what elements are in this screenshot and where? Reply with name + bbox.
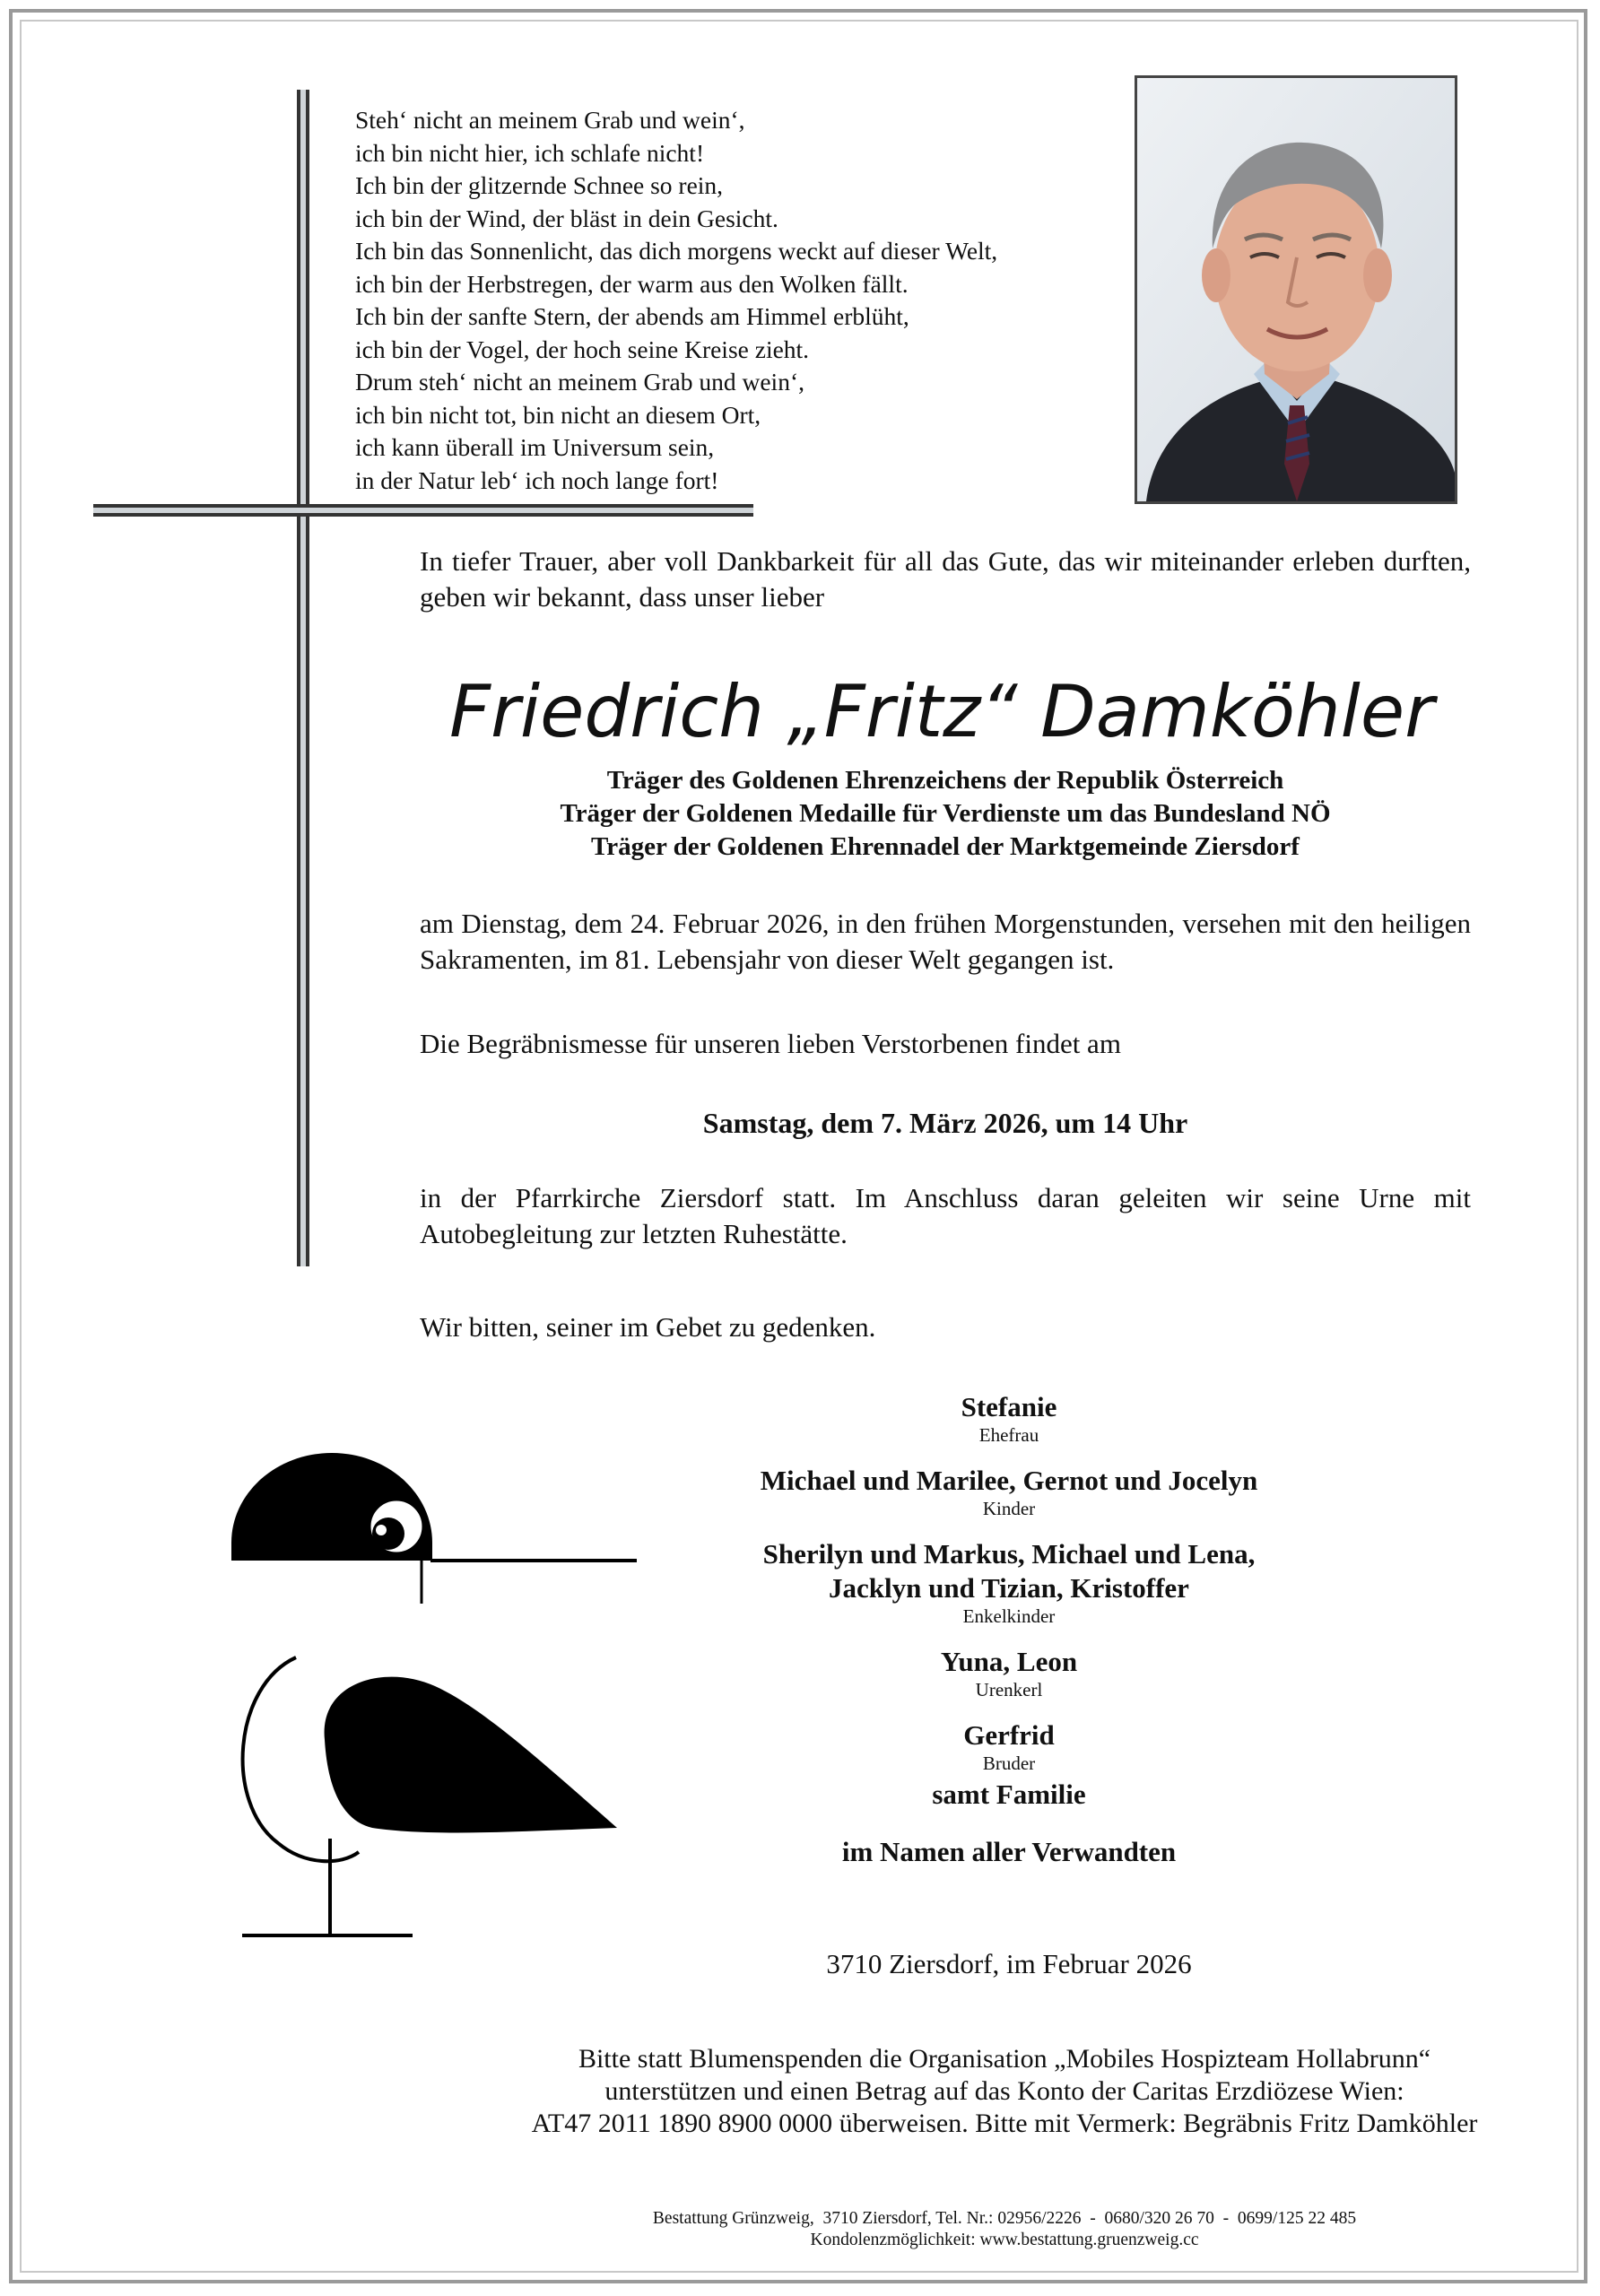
poem-line: Drum steh‘ nicht an meinem Grab und wein‘, <box>355 368 804 396</box>
honor-item: Träger der Goldenen Medaille für Verdienste um das Bundesland NÖ <box>560 799 1331 828</box>
mourner-relation: Bruder <box>982 1752 1036 1774</box>
donation-line: Bitte statt Blumenspenden die Organisation „Mobiles Hospizteam Hollabrunn“ <box>578 2044 1431 2074</box>
prayer-request: Wir bitten, seiner im Gebet zu gedenken. <box>420 1311 876 1343</box>
funeral-home-info <box>466 2208 1543 2251</box>
honor-item: Träger der Goldenen Ehrennadel der Marktgemeinde Ziersdorf <box>591 832 1300 861</box>
intro-text: In tiefer Trauer, aber voll Dankbarkeit für all das Gute, das wir miteinander erleben durften, geben wir bekannt, dass unser lieber <box>420 545 1471 613</box>
mourners-list <box>538 1390 1480 1869</box>
poem-line: Ich bin der glitzernde Schnee so rein, <box>355 171 724 199</box>
mourner-relation: Enkelkinder <box>962 1605 1056 1627</box>
mourner-name: Michael und Marilee, Gernot und Jocelyn <box>760 1465 1258 1496</box>
donation-line: AT47 2011 1890 8900 0000 überweisen. Bitte mit Vermerk: Begräbnis Fritz Damköhler <box>531 2109 1478 2138</box>
mourner-name: Yuna, Leon <box>940 1646 1078 1677</box>
donation-notice <box>377 2043 1600 2140</box>
funeral-home-contact: Bestattung Grünzweig, 3710 Ziersdorf, Tel. Nr.: 02956/2226 - 0680/320 26 70 - 0699/125 22 485 <box>652 2209 1357 2228</box>
condolence-link: Kondolenzmöglichkeit: www.bestattung.gruenzweig.cc <box>810 2231 1199 2249</box>
mourner-relation: Urenkerl <box>975 1679 1043 1700</box>
poem-line: Ich bin der sanfte Stern, der abends am Himmel erblüht, <box>355 302 909 330</box>
mass-intro: Die Begräbnismesse für unseren lieben Verstorbenen findet am <box>420 1028 1121 1059</box>
poem-line: ich bin nicht tot, bin nicht an diesem Ort, <box>355 400 761 429</box>
mass-date: Samstag, dem 7. März 2026, um 14 Uhr <box>702 1107 1188 1139</box>
all-relatives: im Namen aller Verwandten <box>841 1836 1177 1867</box>
poem-line: ich bin der Wind, der bläst in dein Gesicht. <box>355 204 778 232</box>
mourner-name: Stefanie <box>961 1391 1057 1422</box>
mass-location: in der Pfarrkirche Ziersdorf statt. Im Anschluss daran geleiten wir seine Urne mit Autobegleitung zur letzten Ruhestätte. <box>420 1182 1471 1249</box>
cross-crossbar <box>93 504 753 517</box>
honor-item: Träger des Goldenen Ehrenzeichens der Republik Österreich <box>606 766 1284 795</box>
poem-line: ich bin der Herbstregen, der warm aus den Wolken fällt. <box>355 269 909 298</box>
poem-line: Ich bin das Sonnenlicht, das dich morgens weckt auf dieser Welt, <box>355 237 998 265</box>
mourner-name: Sherilyn und Markus, Michael und Lena, <box>762 1538 1256 1570</box>
poem-line: ich bin nicht hier, ich schlafe nicht! <box>355 138 705 167</box>
poem-line: ich bin der Vogel, der hoch seine Kreise zieht. <box>355 335 810 363</box>
portrait-photo <box>1135 75 1457 504</box>
mourner-relation: Kinder <box>982 1498 1036 1519</box>
donation-line: unterstützen und einen Betrag auf das Konto der Caritas Erzdiözese Wien: <box>604 2076 1404 2106</box>
place-date: 3710 Ziersdorf, im Februar 2026 <box>826 1948 1192 1979</box>
death-notice: am Dienstag, dem 24. Februar 2026, in den frühen Morgenstunden, versehen mit den heiligen Sakramenten, im 81. Lebensjahr von dieser Welt gegangen ist. <box>420 908 1471 975</box>
mourner-relation: Ehefrau <box>978 1424 1039 1446</box>
mourner-name: Jacklyn und Tizian, Kristoffer <box>829 1572 1189 1604</box>
poem-line: in der Natur leb‘ ich noch lange fort! <box>355 465 719 494</box>
deceased-name: Friedrich „Fritz“ Damköhler <box>448 670 1435 753</box>
mourner-name: samt Familie <box>932 1779 1086 1810</box>
poem-line: ich kann überall im Universum sein, <box>355 433 715 461</box>
honors-list <box>420 764 1471 864</box>
poem-line: Steh‘ nicht an meinem Grab und wein‘, <box>355 106 745 134</box>
poem <box>355 104 1126 497</box>
mourner-name: Gerfrid <box>963 1719 1055 1751</box>
